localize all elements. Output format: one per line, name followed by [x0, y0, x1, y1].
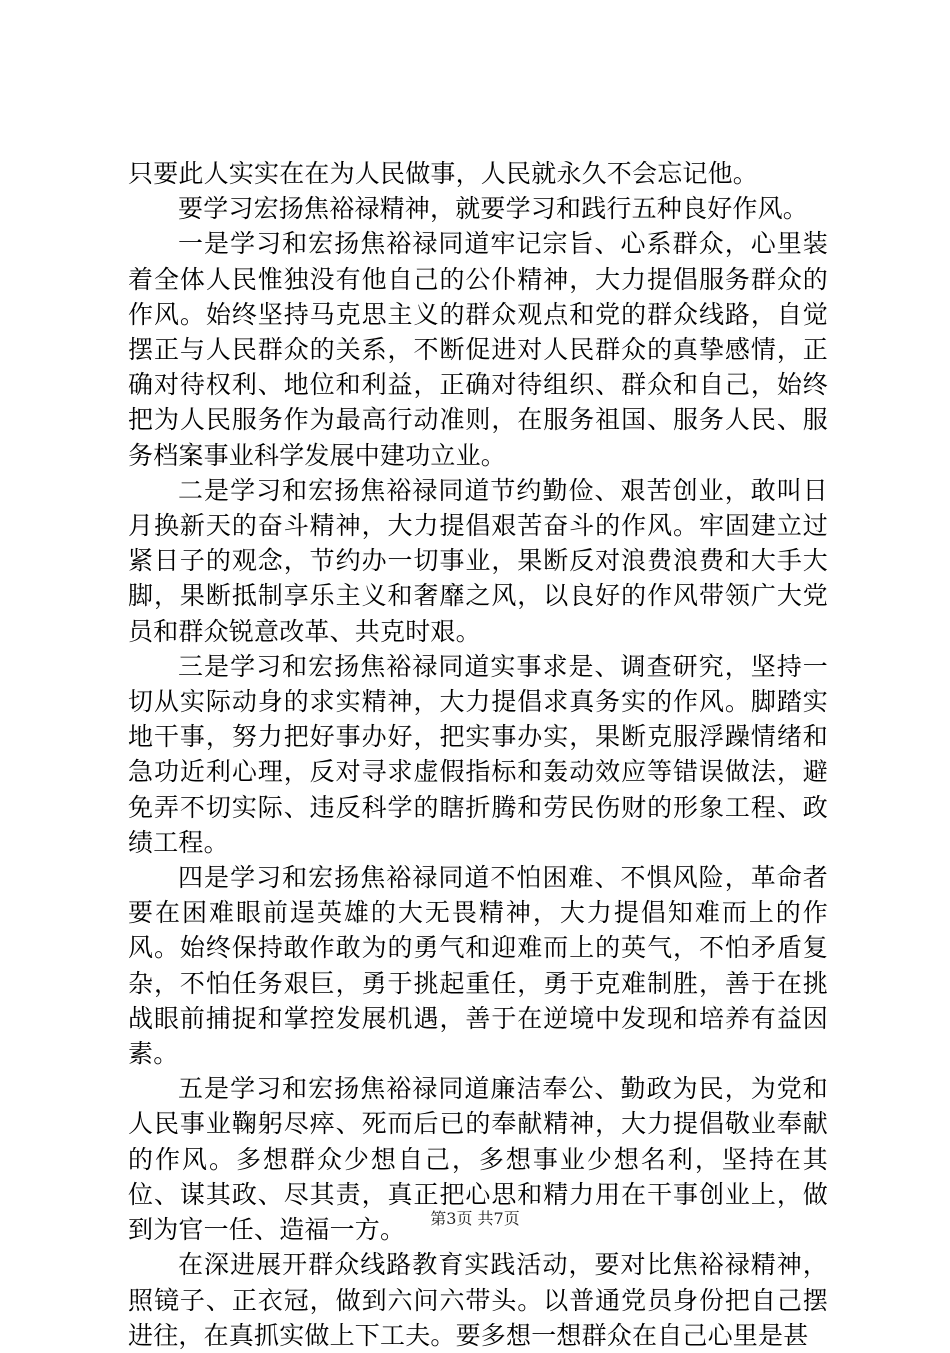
paragraph-point-4: 四是学习和宏扬焦裕禄同道不怕困难、不惧风险，革命者要在困难眼前逞英雄的大无畏精神，大力提倡知难而上的作风。始终保持敢作敢为的勇气和迎难而上的英气，不怕矛盾复杂，不怕任务艰巨，勇于挑起重任，勇于克难制胜，善于在挑战眼前捕捉和掌控发展机遇，善于在逆境中发现和培养有益因素。 [128, 863, 828, 1069]
paragraph-point-1: 一是学习和宏扬焦裕禄同道牢记宗旨、心系群众，心里装着全体人民惟独没有他自己的公仆精神，大力提倡服务群众的作风。始终坚持马克思主义的群众观点和党的群众线路，自觉摆正与人民群众的关系，不断促进对人民群众的真挚感情，正确对待权利、地位和利益，正确对待组织、群众和自己，始终把为人民服务作为最高行动准则，在服务祖国、服务人民、服务档案事业科学发展中建功立业。 [128, 229, 828, 470]
paragraph-closing: 在深进展开群众线路教育实践活动，要对比焦裕禄精神，照镜子、正衣冠，做到六问六带头。以普通党员身份把自己摆进往，在真抓实做上下工夫。要多想一想群众在自己心里是甚 [128, 1250, 828, 1350]
paragraph-point-3: 三是学习和宏扬焦裕禄同道实事求是、调查研究，坚持一切从实际动身的求实精神，大力提倡求真务实的作风。脚踏实地干事，努力把好事办好，把实事办实，果断克服浮躁情绪和急功近利心理，反对寻求虚假指标和轰动效应等错误做法，避免弄不切实际、违反科学的瞎折腾和劳民伤财的形象工程、政绩工程。 [128, 651, 828, 857]
paragraph-intro: 要学习宏扬焦裕禄精神，就要学习和践行五种良好作风。 [178, 194, 809, 224]
paragraph-point-5: 五是学习和宏扬焦裕禄同道廉洁奉公、勤政为民，为党和人民事业鞠躬尽瘁、死而后已的奉献精神，大力提倡敬业奉献的作风。多想群众少想自己，多想事业少想名利，坚持在其位、谋其政、尽其责，真正把心思和精力用在干事创业上，做到为官一任、造福一方。 [128, 1074, 828, 1245]
document-body [128, 156, 828, 1353]
page-number-label: 第3页 共7页 [430, 1209, 520, 1228]
paragraph-point-2: 二是学习和宏扬焦裕禄同道节约勤俭、艰苦创业，敢叫日月换新天的奋斗精神，大力提倡艰苦奋斗的作风。牢固建立过紧日子的观念，节约办一切事业，果断反对浪费浪费和大手大脚，果断抵制享乐主义和奢靡之风，以良好的作风带领广大党员和群众锐意改革、共克时艰。 [128, 475, 828, 646]
paragraph-continuation: 只要此人实实在在为人民做事，人民就永久不会忘记他。 [128, 159, 759, 188]
page-footer [0, 1206, 950, 1229]
